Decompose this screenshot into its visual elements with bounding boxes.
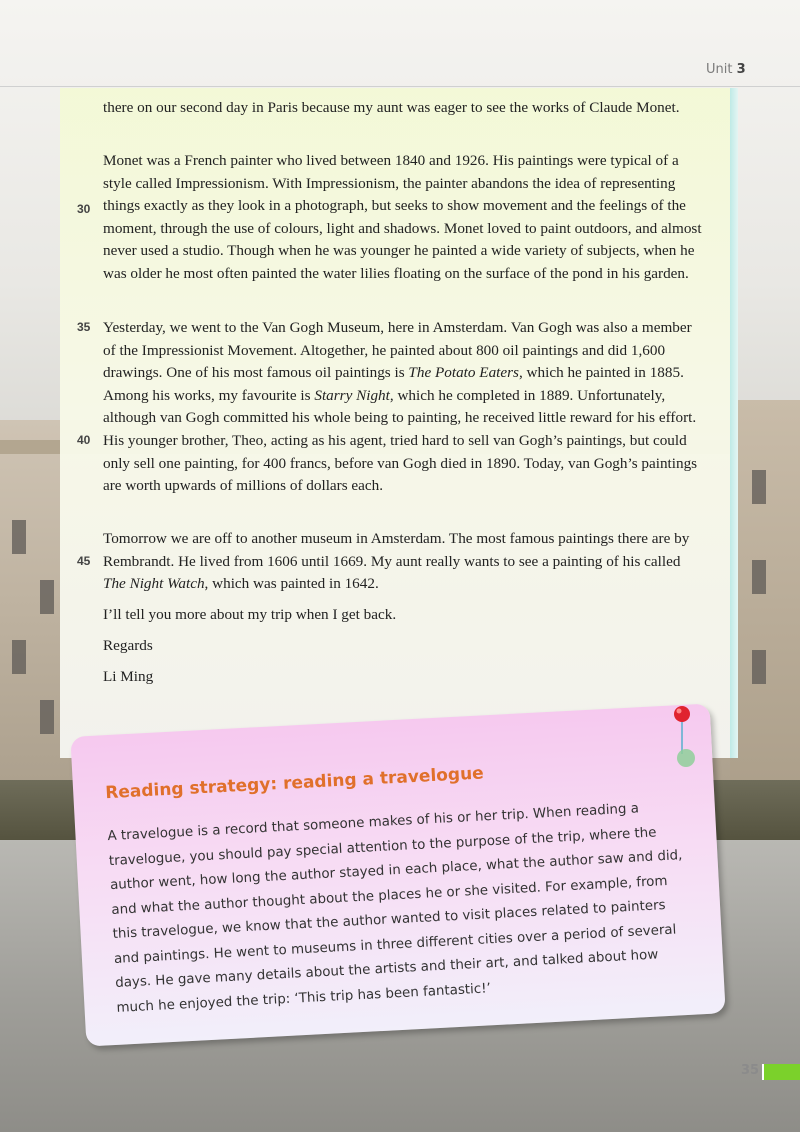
background-window (752, 470, 766, 504)
letter-panel-edge (730, 88, 738, 758)
background-window (40, 580, 54, 614)
background-window (752, 560, 766, 594)
line-number: 40 (77, 433, 91, 447)
letter-paragraph-2-text: Monet was a French painter who lived between 1840 and 1926. His paintings were typical of a style called Impressionism. With Impressionism, the painter abandons the idea of representing things exactly as they look in a photograph, but seeks to show movement and the feelings of the moment, through the use of colours, light and shadows. Monet loved to paint outdoors, and almost never used a studio. Though when he was younger he painted a wide variety of subjects, when he was older he most often painted the water lilies floating on the surface of the pond in his garden. (103, 152, 702, 282)
page-number: 35 (741, 1063, 760, 1078)
painting-title-starry-night: Starry Night (314, 386, 390, 404)
background-window (40, 700, 54, 734)
unit-word: Unit (706, 62, 733, 77)
letter-paragraph-1-text: there on our second day in Paris because my aunt was eager to see the works of Claude Monet. (103, 99, 680, 116)
letter-paragraph-5 (103, 604, 703, 627)
line-number: 45 (77, 554, 91, 568)
background-window (12, 640, 26, 674)
letter-paragraph-4 (103, 528, 703, 596)
unit-number: 3 (736, 62, 746, 77)
letter-closing-text: Regards (103, 637, 153, 654)
line-number: 30 (77, 202, 91, 216)
unit-label (706, 62, 746, 77)
paragraph-4-part-b: , which was painted in 1642. (204, 575, 379, 593)
letter-paragraph-3 (103, 317, 703, 498)
reading-strategy-title: Reading strategy: reading a travelogue (104, 763, 485, 804)
background-window (752, 650, 766, 684)
reading-strategy-card (70, 703, 725, 1046)
letter-paragraph-5-text: I’ll tell you more about my trip when I get back. (103, 606, 397, 623)
paragraph-3-part-b: , which he painted in 1885. Among his works, my favourite is (103, 364, 684, 404)
background-pavilion (730, 400, 800, 820)
letter-closing (103, 635, 703, 658)
letter-signature (103, 666, 703, 689)
paragraph-4-part-a: Tomorrow we are off to another museum in Amsterdam. The most famous paintings there are by Rembrandt. He lived from 1606 until 1669. My aunt really wants to see a painting of his called (103, 530, 690, 570)
letter-paragraph-1 (103, 97, 703, 120)
header-rule (0, 86, 800, 87)
letter-signature-text: Li Ming (103, 668, 154, 685)
paragraph-3-part-c: , which he completed in 1889. Unfortunately, although van Gogh committed his whole being to painting, he received little reward for his effort. His younger brother, Theo, acting as his agent, tried hard to sell van Gogh’s paintings, but could only sell one painting, for 400 francs, before van Gogh died in 1890. Today, van Gogh’s paintings are worth upwards of millions of dollars each. (103, 386, 698, 495)
letter-paragraph-4-text (103, 528, 703, 596)
reading-strategy-body: A travelogue is a record that someone makes of his or her trip. When reading a travelogue, you should pay special attention to the purpose of the trip, where the author went, how long the author stayed in each place, what the author saw and did, and what the author thought about the places he or she visited. For example, from this travelogue, we know that the author wanted to visit places related to painters and paintings. He went to museums in three different cities over a period of several days. He gave many details about the artists and their art, and talked about how much he enjoyed the trip: ‘This trip has been fantastic!’ (107, 801, 683, 1016)
push-pin-icon (668, 702, 698, 772)
painting-title-potato-eaters: The Potato Eaters (408, 364, 519, 382)
line-number: 35 (77, 320, 91, 334)
page-number-bar (764, 1064, 800, 1080)
letter-paragraph-2 (103, 150, 703, 286)
paragraph-3-part-a: Yesterday, we went to the Van Gogh Museum, here in Amsterdam. Van Gogh was also a member of the Impressionist Movement. Altogether, he painted about 800 oil paintings and did 1,600 drawings. One of his most famous oil paintings is (103, 319, 692, 382)
background-window (12, 520, 26, 554)
painting-title-night-watch: The Night Watch (103, 575, 205, 593)
letter-paragraph-3-text (103, 317, 703, 498)
